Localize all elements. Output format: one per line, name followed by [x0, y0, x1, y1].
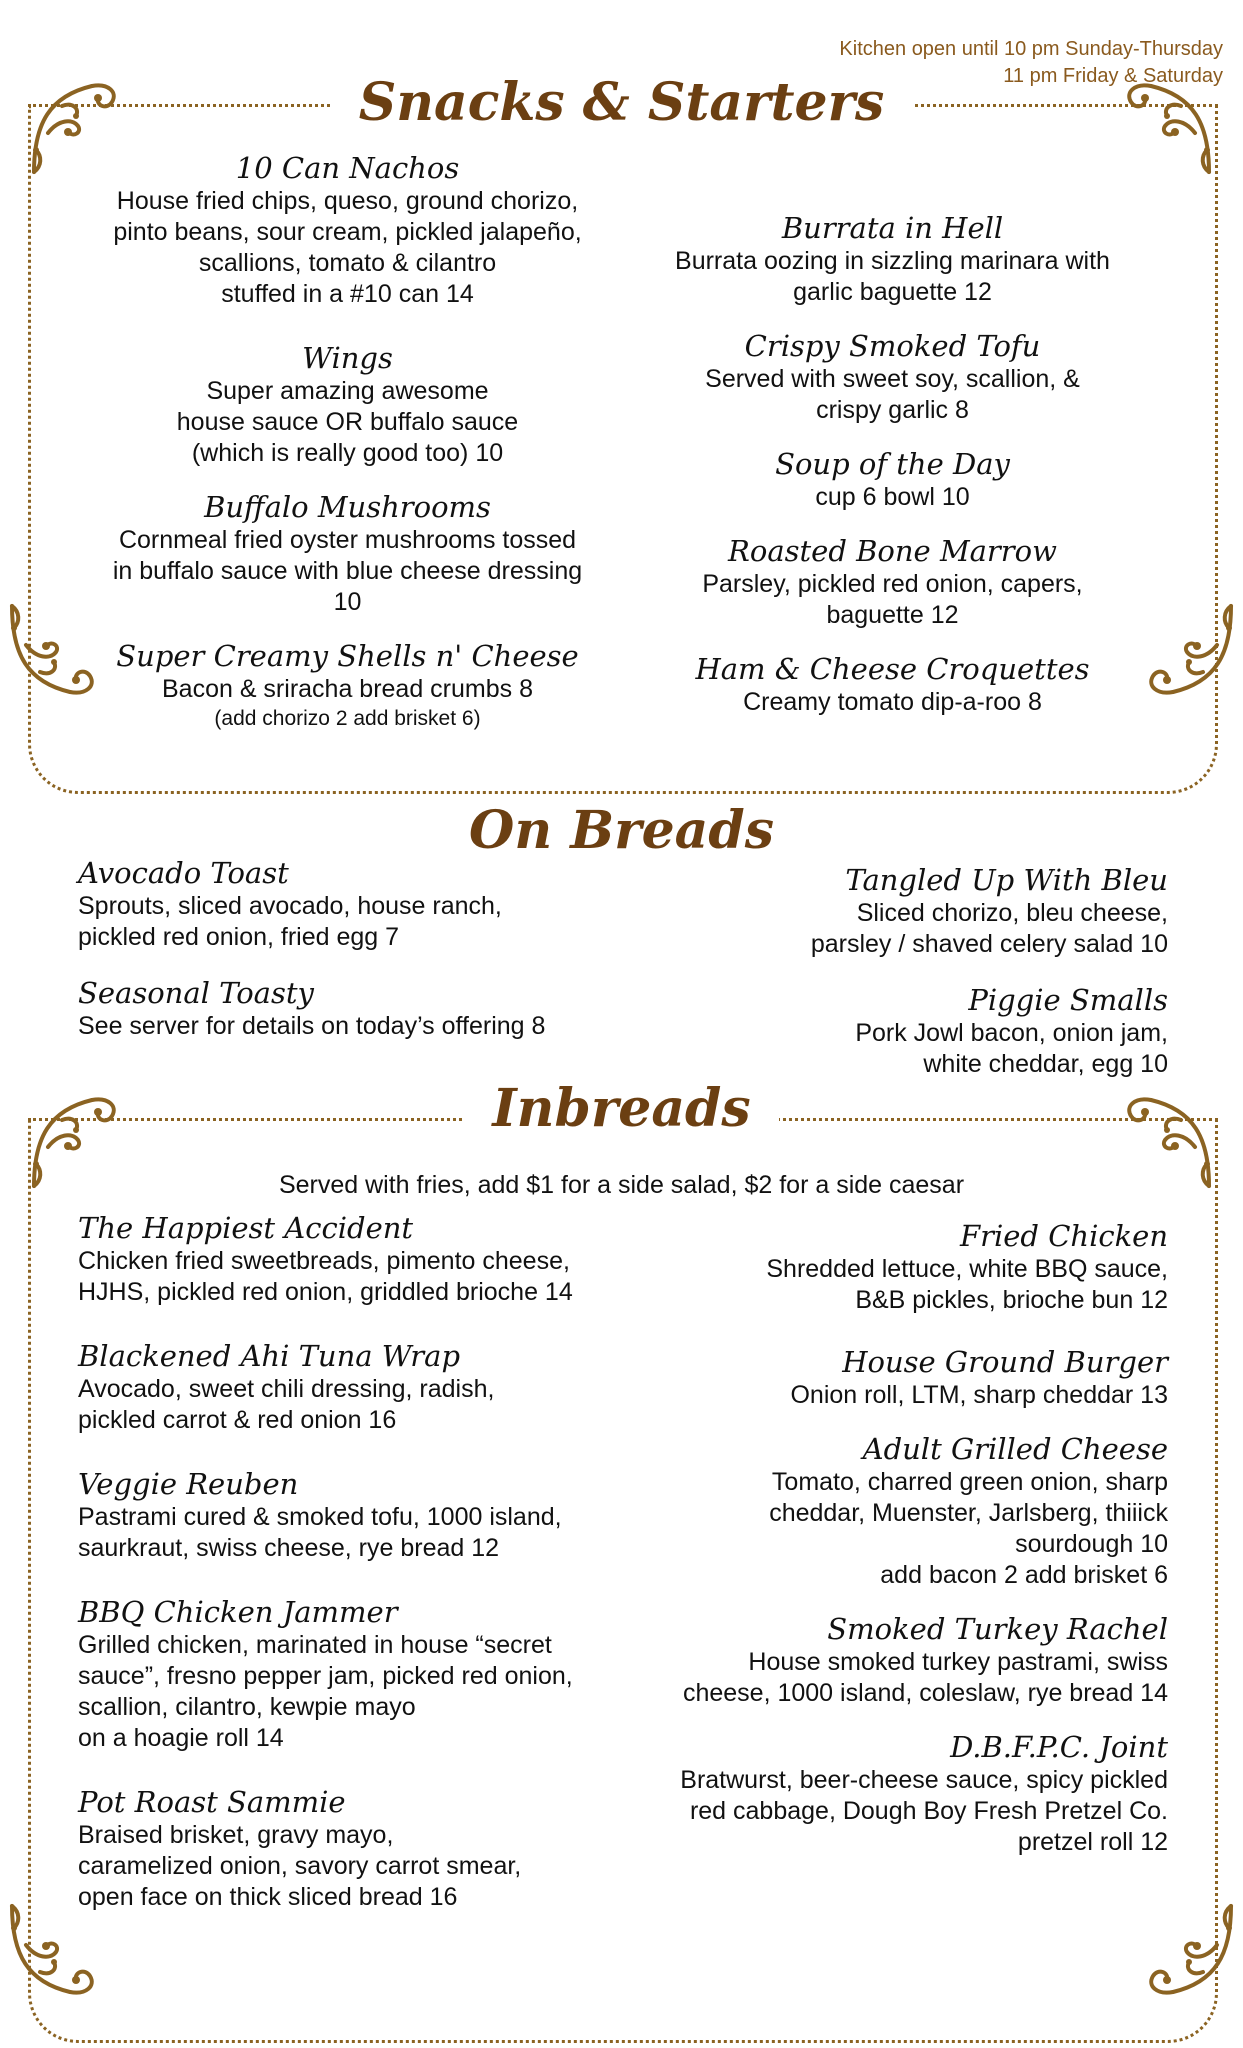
menu-item	[600, 1344, 1168, 1411]
menu-item	[78, 855, 678, 953]
item-name: D.B.F.P.C. Joint	[950, 1730, 1168, 1764]
menu-item	[75, 638, 620, 733]
breads-left-column	[78, 855, 678, 1042]
item-name: Buffalo Mushrooms	[204, 490, 491, 524]
menu-item	[78, 1210, 678, 1308]
menu-item	[75, 150, 620, 310]
item-description: Served with sweet soy, scallion, & crispy garlic 8	[705, 365, 1080, 424]
menu-item	[640, 982, 1168, 1080]
item-description: House fried chips, queso, ground chorizo, pinto beans, sour cream, pickled jalapeño, scallions, tomato & cilantro stuffed in a #10 can 14	[113, 187, 582, 308]
inbreads-section-title	[0, 1078, 1243, 1139]
inbreads-right-column	[600, 1218, 1168, 1858]
item-description: Braised brisket, gravy mayo, caramelized onion, savory carrot smear, open face on thick sliced bread 16	[78, 1821, 522, 1911]
item-name: Seasonal Toasty	[78, 976, 314, 1010]
menu-item	[600, 1431, 1168, 1591]
corner-scroll-ornament	[1137, 1900, 1237, 2000]
corner-scroll-ornament	[6, 1900, 106, 2000]
snacks-left-column	[75, 150, 620, 733]
menu-item	[620, 328, 1165, 426]
item-description: Bacon & sriracha bread crumbs 8	[161, 675, 533, 703]
item-description: Parsley, pickled red onion, capers, baguette 12	[702, 570, 1083, 629]
menu-item	[600, 1218, 1168, 1316]
menu-item	[75, 489, 620, 618]
menu-item	[600, 1729, 1168, 1858]
breads-title-text: On Breads	[469, 800, 774, 861]
snacks-right-column	[620, 210, 1165, 718]
item-name: Ham & Cheese Croquettes	[695, 652, 1090, 686]
item-description: Cornmeal fried oyster mushrooms tossed in buffalo sauce with blue cheese dressing 10	[112, 526, 583, 616]
item-description: Chicken fried sweetbreads, pimento cheese, HJHS, pickled red onion, griddled brioche 14	[78, 1247, 573, 1306]
item-description: Sprouts, sliced avocado, house ranch, pickled red onion, fried egg 7	[78, 892, 502, 951]
item-description: Super amazing awesome house sauce OR buffalo sauce (which is really good too) 10	[176, 377, 519, 467]
item-name: Adult Grilled Cheese	[862, 1432, 1168, 1466]
breads-right-column	[640, 862, 1168, 1080]
item-name: 10 Can Nachos	[235, 151, 460, 185]
item-description: cup 6 bowl 10	[815, 483, 970, 511]
item-name: Tangled Up With Bleu	[845, 863, 1168, 897]
item-addon-note: (add chorizo 2 add brisket 6)	[214, 707, 481, 730]
item-name: Avocado Toast	[78, 856, 289, 890]
inbreads-left-column	[78, 1210, 678, 1913]
item-description: Burrata oozing in sizzling marinara with garlic baguette 12	[675, 247, 1110, 306]
item-name: BBQ Chicken Jammer	[78, 1595, 398, 1629]
menu-item	[620, 533, 1165, 631]
item-name: Wings	[302, 341, 393, 375]
menu-item	[620, 210, 1165, 308]
item-name: Blackened Ahi Tuna Wrap	[78, 1339, 461, 1373]
item-name: Super Creamy Shells n' Cheese	[116, 639, 579, 673]
item-description: Creamy tomato dip-a-roo 8	[743, 688, 1042, 716]
item-description: House smoked turkey pastrami, swiss cheese, 1000 island, coleslaw, rye bread 14	[682, 1648, 1168, 1707]
menu-item	[78, 1594, 678, 1754]
menu-item	[620, 651, 1165, 718]
item-description: Onion roll, LTM, sharp cheddar 13	[790, 1381, 1168, 1409]
item-name: The Happiest Accident	[78, 1211, 414, 1245]
menu-item	[78, 1784, 678, 1913]
menu-item	[78, 1338, 678, 1436]
item-name: Soup of the Day	[775, 447, 1010, 481]
item-description: See server for details on today’s offering 8	[78, 1012, 546, 1040]
item-name: Fried Chicken	[960, 1219, 1168, 1253]
snacks-title-text: Snacks & Starters	[331, 72, 913, 133]
menu-item	[600, 1611, 1168, 1709]
hours-line-2: 11 pm Friday & Saturday	[1003, 65, 1223, 87]
item-name: Pot Roast Sammie	[78, 1785, 346, 1819]
item-description: Pork Jowl bacon, onion jam, white cheddar, egg 10	[855, 1019, 1168, 1078]
inbreads-title-text: Inbreads	[464, 1078, 778, 1139]
item-name: Veggie Reuben	[78, 1467, 299, 1501]
item-description: Shredded lettuce, white BBQ sauce, B&B pickles, brioche bun 12	[766, 1255, 1168, 1314]
item-name: Smoked Turkey Rachel	[827, 1612, 1168, 1646]
menu-item	[640, 862, 1168, 960]
menu-item	[78, 1466, 678, 1564]
item-description: Avocado, sweet chili dressing, radish, pickled carrot & red onion 16	[78, 1375, 495, 1434]
snacks-section-title	[0, 72, 1243, 133]
item-name: Burrata in Hell	[781, 211, 1004, 245]
item-description: Pastrami cured & smoked tofu, 1000 island, saurkraut, swiss cheese, rye bread 12	[78, 1503, 562, 1562]
menu-item	[620, 446, 1165, 513]
item-description: Tomato, charred green onion, sharp cheddar, Muenster, Jarlsberg, thiiick sourdough 10 add bacon 2 add brisket 6	[769, 1468, 1168, 1589]
item-name: Roasted Bone Marrow	[728, 534, 1057, 568]
inbreads-serving-note: Served with fries, add $1 for a side salad, $2 for a side caesar	[278, 1171, 965, 1199]
hours-line-1: Kitchen open until 10 pm Sunday-Thursday	[839, 38, 1223, 60]
item-name: Crispy Smoked Tofu	[744, 329, 1041, 363]
item-description: Grilled chicken, marinated in house “secret sauce”, fresno pepper jam, picked red onion, scallion, cilantro, kewpie mayo on a hoagie roll 14	[78, 1631, 573, 1752]
item-name: Piggie Smalls	[968, 983, 1168, 1017]
menu-item	[75, 340, 620, 469]
item-description: Sliced chorizo, bleu cheese, parsley / shaved celery salad 10	[810, 899, 1168, 958]
item-name: House Ground Burger	[842, 1345, 1168, 1379]
item-description: Bratwurst, beer-cheese sauce, spicy pickled red cabbage, Dough Boy Fresh Pretzel Co. pretzel roll 12	[680, 1766, 1168, 1856]
breads-section-title	[0, 800, 1243, 861]
menu-item	[78, 975, 678, 1042]
